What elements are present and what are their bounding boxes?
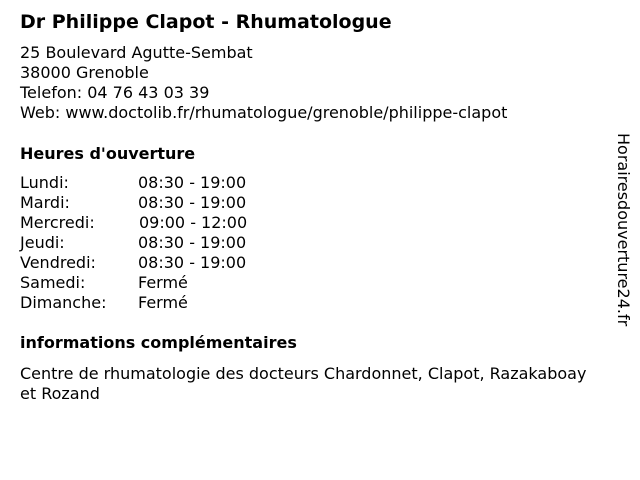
phone-number: Telefon: 04 76 43 03 39 [20,83,210,102]
day-label: Jeudi: [20,233,65,252]
site-watermark: Horairesdouverture24.fr [614,133,633,327]
time-value: Fermé [138,273,188,292]
opening-hours-list [20,173,600,313]
day-label: Lundi: [20,173,69,192]
additional-info-text: Centre de rhumatologie des docteurs Chardonnet, Clapot, Razakaboay et Rozand [20,364,587,403]
contact-block [20,43,600,123]
time-value: 08:30 - 19:00 [138,173,247,192]
business-card [20,9,600,404]
day-label: Mercredi: [20,213,95,232]
address-city: 38000 Grenoble [20,63,149,82]
time-value: 09:00 - 12:00 [139,213,248,232]
hours-row-monday [20,173,600,193]
page-title: Dr Philippe Clapot - Rhumatologue [20,11,392,33]
time-value: 08:30 - 19:00 [138,193,247,212]
additional-info-heading: informations complémentaires [20,333,297,352]
time-value: 08:30 - 19:00 [138,233,247,252]
time-value: 08:30 - 19:00 [138,253,247,272]
hours-row-sunday [20,293,600,313]
hours-row-saturday [20,273,600,293]
website: Web: www.doctolib.fr/rhumatologue/grenoble/philippe-clapot [20,103,508,122]
day-label: Dimanche: [20,293,107,312]
time-value: Fermé [138,293,188,312]
hours-row-tuesday [20,193,600,213]
hours-row-friday [20,253,600,273]
hours-row-thursday [20,233,600,253]
address-street: 25 Boulevard Agutte-Sembat [20,43,253,62]
hours-row-wednesday [20,213,600,233]
day-label: Vendredi: [20,253,96,272]
opening-hours-heading: Heures d'ouverture [20,144,196,163]
day-label: Samedi: [20,273,86,292]
day-label: Mardi: [20,193,70,212]
